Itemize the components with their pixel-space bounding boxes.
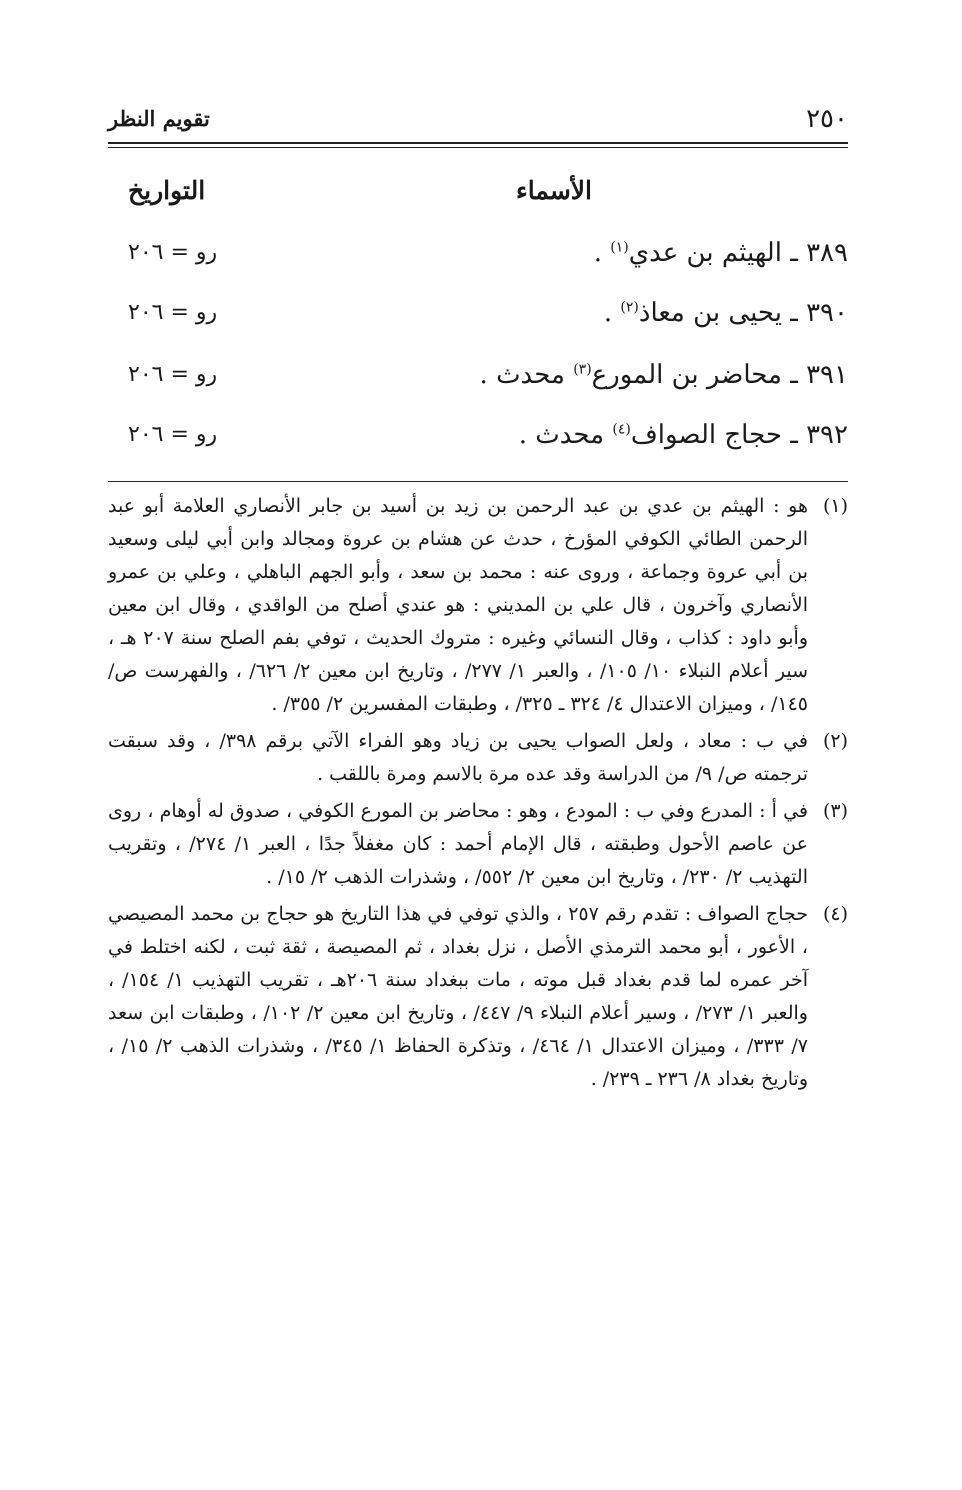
entry-date: رو = ٢٠٦ [128, 240, 218, 265]
footnote-marker: (٢) [822, 730, 848, 752]
running-header [108, 104, 848, 138]
table-row [108, 360, 848, 404]
footnote-text: في أ : المدرع وفي ب : المودع ، وهو : محاضر بن المورع الكوفي ، صدوق له أوهام ، روى عن عاصم الأحول وطبقته ، قال الإمام أحمد : كان مغفلاً جدًا ، العبر ١/ ٢٧٤/ ، وتقريب التهذيب ٢/ ٢٣٠/ ، وتاريخ ابن معين ٢/ ٥٥٢/ ، وشذرات الذهب ٢/ ١٥/ . [108, 800, 808, 888]
footnotes-section [108, 490, 848, 1100]
table-row [108, 238, 848, 282]
footnote [108, 795, 848, 894]
footnote-ref[interactable]: (٣) [573, 361, 592, 378]
footnote-text: حجاج الصواف : تقدم رقم ٢٥٧ ، والذي توفي في هذا التاريخ هو حجاج بن محمد المصيصي ، الأعور ، أبو محمد الترمذي الأصل ، نزل بغداد ، ثم المصيصة ، ثقة ثبت ، لكنه اختلط في آخر عمره لما قدم بغداد قبل موته ، مات ببغداد سنة ٢٠٦هـ ، تقريب التهذيب ١/ ١٥٤/ ، والعبر ١/ ٢٧٣/ ، وسير أعلام النبلاء ٩/ ٤٤٧/ ، وتاريخ ابن معين ٢/ ١٠٢/ ، وطبقات ابن سعد ٧/ ٣٣٣/ ، وميزان الاعتدال ١/ ٤٦٤/ ، وتذكرة الحفاظ ١/ ٣٤٥/ ، وشذرات الذهب ٢/ ١٥/ ، وتاريخ بغداد ٨/ ٢٣٦ ـ ٢٣٩/ . [108, 903, 808, 1090]
footnote-separator [108, 481, 848, 482]
entry-date: رو = ٢٠٦ [128, 362, 218, 387]
footnote-text: هو : الهيثم بن عدي بن عبد الرحمن بن زيد بن أسيد بن جابر الأنصاري العلامة أبو عبد الرحمن الطائي الكوفي المؤرخ ، حدث عن هشام بن عروة ومجالد وابن أبي ليلى وسعيد بن أبي عروة وجماعة ، وروى عنه : محمد بن سعد ، وأبو الجهم الباهلي ، وعلي بن عمرو الأنصاري وآخرون ، قال علي بن المديني : هو عندي أصلح من الواقدي ، وقال ابن معين وأبو داود : كذاب ، وقال النسائي وغيره : متروك الحديث ، توفي بفم الصلح سنة ٢٠٧ هـ ، سير أعلام النبلاء ١٠/ ١٠٥/ ، والعبر ١/ ٢٧٧/ ، وتاريخ ابن معين ٢/ ٦٢٦/ ، والفهرست ص/ ١٤٥/ ، وميزان الاعتدال ٤/ ٣٢٤ ـ ٣٢٥/ ، وطبقات المفسرين ٢/ ٣٥٥/ . [108, 495, 808, 715]
table-row [108, 298, 848, 342]
footnote-ref[interactable]: (١) [610, 239, 629, 256]
column-header-dates: التواريخ [128, 176, 206, 205]
footnote [108, 898, 848, 1096]
footnote [108, 490, 848, 721]
table-row [108, 420, 848, 464]
header-rule-thin [108, 147, 848, 148]
book-title: تقويم النظر [108, 106, 210, 131]
header-rule [108, 142, 848, 144]
footnote-text: في ب : معاد ، ولعل الصواب يحيى بن زياد وهو الفراء الآتي برقم ٣٩٨/ ، وقد سبقت ترجمته ص/ ٩/ من الدراسة وقد عده مرة بالاسم ومرة باللقب . [108, 730, 808, 785]
entry-date: رو = ٢٠٦ [128, 422, 218, 447]
footnote-marker: (١) [822, 495, 848, 517]
entry-name: ٣٩٢ ـ حجاج الصواف$^{(٤)}$ محدث . [518, 420, 848, 450]
footnote-ref[interactable]: (٤) [612, 421, 631, 438]
page-number: ٢٥٠ [806, 104, 848, 134]
entry-name: ٣٩١ ـ محاضر بن المورع$^{(٣)}$ محدث . [479, 360, 848, 390]
footnote-marker: (٤) [822, 903, 848, 925]
footnote-marker: (٣) [822, 800, 848, 822]
footnote-ref[interactable]: (٢) [620, 299, 639, 316]
column-header-names: الأسماء [516, 176, 592, 205]
entry-date: رو = ٢٠٦ [128, 300, 218, 325]
entry-name: ٣٩٠ ـ يحيى بن معاذ$^{(٢)}$ . [603, 298, 848, 328]
entry-name: ٣٨٩ ـ الهيثم بن عدي$^{(١)}$ . [593, 238, 848, 268]
footnote [108, 725, 848, 791]
